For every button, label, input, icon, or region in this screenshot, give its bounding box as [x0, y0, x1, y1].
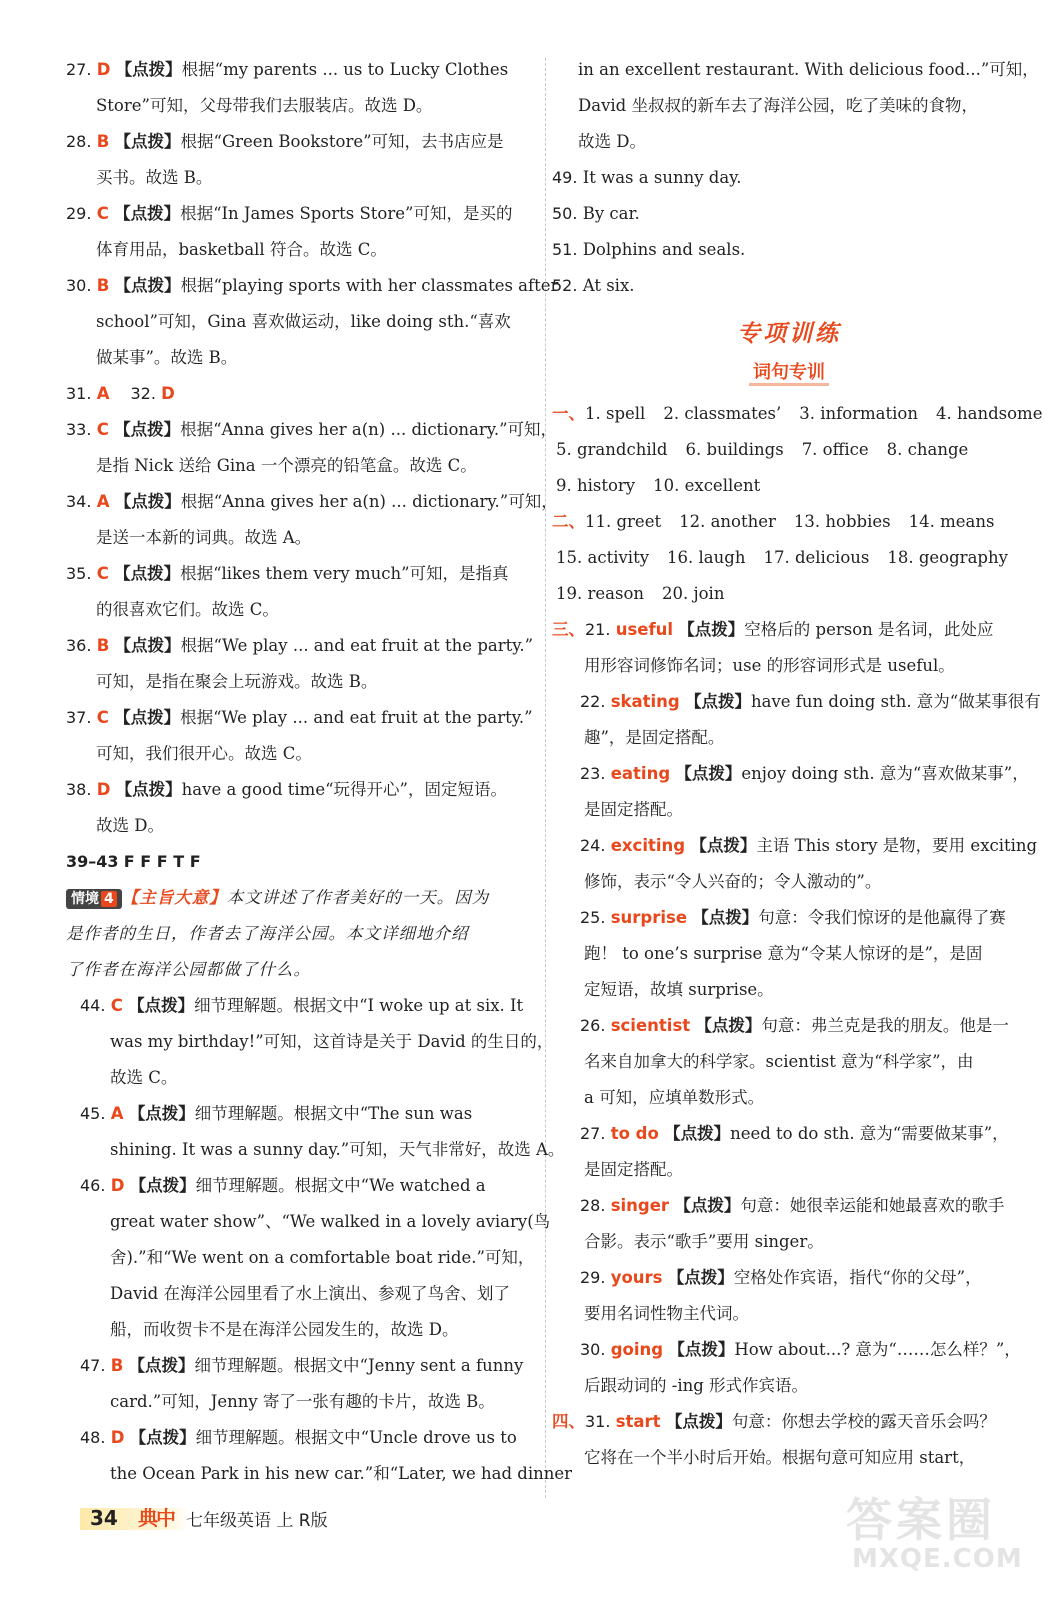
question-number: 30.	[66, 276, 92, 295]
answer-letter: to do	[610, 1124, 659, 1143]
vocab-answer: 7. office	[801, 440, 869, 459]
answer-entry	[66, 376, 540, 412]
question-number: 44.	[80, 996, 106, 1015]
entry-first-line	[552, 828, 1038, 864]
main-idea-text: 了作者在海洋公园都做了什么。	[66, 960, 311, 979]
question-number: 29.	[66, 204, 92, 223]
text-line: David 坐叔叔的新车去了海洋公园，吃了美味的食物，	[578, 96, 978, 115]
explanation-text: 修饰，表示“令人兴奋的；令人激动的”。	[584, 872, 882, 891]
explanation-text: 是固定搭配。	[584, 800, 683, 819]
question-number: 51.	[552, 240, 578, 259]
answer-letter: B	[96, 276, 110, 295]
explanation-text: 根据“Anna gives her a(n) ... dictionary.”可知，	[180, 492, 558, 511]
hint-tag: 【点拨】	[128, 1356, 195, 1375]
explanation-text: Store”可知，父母带我们去服装店。故选 D。	[96, 96, 433, 115]
vocab-row	[552, 468, 1026, 504]
entry-first-line	[66, 628, 540, 664]
hint-tag: 【点拨】	[665, 1412, 732, 1431]
answer-entry	[552, 828, 1038, 900]
question-number: 36.	[66, 636, 92, 655]
question-number: 25.	[580, 908, 606, 927]
section-subheading: 词句专训	[552, 356, 1026, 390]
answer-entry	[66, 196, 540, 268]
answer-letter: D	[110, 1176, 125, 1195]
answer-letter: D	[96, 60, 111, 79]
explanation-text: 根据“my parents ... us to Lucky Clothes	[181, 60, 509, 79]
hint-tag: 【点拨】	[114, 492, 181, 511]
hint-tag: 【点拨】	[114, 276, 181, 295]
hint-tag: 【点拨】	[674, 1196, 741, 1215]
explanation-text: 舍).”和“We went on a comfortable boat ride.”可知，	[110, 1248, 535, 1267]
answer-text: By car.	[582, 204, 640, 223]
entry-first-line	[552, 1116, 1026, 1152]
hint-tag: 【点拨】	[129, 1428, 196, 1447]
tf-answers: F F F T F	[123, 852, 201, 871]
question-number: 28.	[66, 132, 92, 151]
question-number: 26.	[580, 1016, 606, 1035]
vocab-answer: 12. another	[679, 512, 776, 531]
hint-tag: 【点拨】	[114, 420, 181, 439]
vocab-answer: 11. greet	[585, 512, 662, 531]
answer-text: At six.	[582, 276, 635, 295]
entry-first-line	[552, 1404, 1026, 1440]
text-line: in an excellent restaurant. With delicious food...”可知，	[578, 60, 1039, 79]
short-answer-row	[552, 160, 1026, 196]
explanation-text: 空格后的 person 是名词，此处应	[744, 620, 994, 639]
answer-entry	[66, 124, 540, 196]
answer-entry	[66, 700, 540, 772]
hint-tag: 【点拨】	[675, 764, 742, 783]
question-number: 29.	[580, 1268, 606, 1287]
vocab-answer: 10. excellent	[653, 476, 761, 495]
context-badge: 情境 4	[66, 889, 122, 909]
explanation-text: 体育用品，basketball 符合。故选 C。	[96, 240, 387, 259]
entry-first-line	[80, 1348, 540, 1384]
watermark-text: 答案圈	[846, 1493, 996, 1547]
answer-entry	[552, 684, 1041, 756]
vocab-answer: 4. handsome	[936, 404, 1043, 423]
answer-entry	[552, 1188, 1026, 1260]
answer-letter: start	[615, 1412, 661, 1431]
short-answer	[552, 232, 1026, 268]
answer-list-left-2	[80, 988, 573, 1492]
vocab-answer: 6. buildings	[685, 440, 784, 459]
vocab-line	[552, 504, 1026, 540]
vocab-answer: 13. hobbies	[793, 512, 891, 531]
vocab-answer: 15. activity	[556, 548, 650, 567]
explanation-text: need to do sth. 意为“需要做某事”，	[730, 1124, 1009, 1143]
explanation-text: 后跟动词的 -ing 形式作宾语。	[584, 1376, 809, 1395]
explanation-text: David 在海洋公园里看了水上演出、参观了鸟舍、划了	[110, 1284, 510, 1303]
question-number: 49.	[552, 168, 578, 187]
vocab-line	[552, 468, 1026, 504]
tf-answer	[66, 844, 540, 880]
answer-list-right	[552, 612, 1041, 1476]
entry-first-line	[80, 1096, 540, 1132]
answer-letter: B	[110, 1356, 124, 1375]
answer-letter: B	[96, 636, 110, 655]
main-idea-text: 是作者的生日，作者去了海洋公园。本文详细地介绍	[66, 924, 469, 943]
explanation-text: 句意：弗兰克是我的朋友。他是一	[761, 1016, 1009, 1035]
entry-first-line	[66, 268, 559, 304]
hint-tag: 【点拨】	[668, 1340, 735, 1359]
answer-letter: exciting	[610, 836, 686, 855]
hint-tag: 【点拨】	[114, 204, 181, 223]
explanation-text: a 可知，应填单数形式。	[584, 1088, 765, 1107]
section-marker: 二、	[552, 512, 585, 531]
answer-letter: B	[96, 132, 110, 151]
explanation-text: 船，而收贺卡不是在海洋公园发生的，故选 D。	[110, 1320, 459, 1339]
answer-letter: useful	[615, 620, 674, 639]
question-number: 48.	[80, 1428, 106, 1447]
short-answer-row	[552, 268, 1026, 304]
vocab-answers	[552, 396, 1043, 612]
main-idea-text: 本文讲述了作者美好的一天。因为	[226, 888, 490, 907]
answer-letter: D	[96, 780, 111, 799]
entry-first-line	[80, 1420, 540, 1456]
hint-tag: 【点拨】	[129, 1176, 196, 1195]
answer-entry	[80, 1096, 565, 1168]
question-number: 50.	[552, 204, 578, 223]
answer-entry	[552, 1332, 1026, 1404]
answer-entry	[552, 1260, 1026, 1332]
explanation-text: 主语 This story 是物，要用 exciting	[756, 836, 1038, 855]
entry-first-line	[66, 700, 540, 736]
hint-tag: 【点拨】	[690, 836, 757, 855]
entry-first-line	[66, 412, 558, 448]
explanation-text: 句意：令我们惊讶的是他赢得了赛	[758, 908, 1006, 927]
explanation-text: 做某事”。故选 B。	[96, 348, 238, 367]
entry-first-line	[80, 1168, 540, 1204]
answer-entry	[80, 1420, 573, 1492]
answer-letter: A	[110, 1104, 124, 1123]
vocab-answer: 3. information	[799, 404, 918, 423]
answer-entry	[66, 268, 559, 376]
explanation-text: 根据“playing sports with her classmates after	[180, 276, 559, 295]
hint-tag: 【点拨】	[115, 60, 182, 79]
entry-first-line	[552, 612, 1026, 648]
answer-entry	[66, 772, 540, 844]
explanation-text: great water show”、“We walked in a lovely aviary(鸟	[110, 1212, 551, 1231]
answer-letter: C	[96, 204, 109, 223]
question-number: 28.	[580, 1196, 606, 1215]
hint-tag: 【点拨】	[695, 1016, 762, 1035]
answer-letter: C	[96, 708, 109, 727]
answer-entry	[80, 988, 554, 1096]
entry-first-line	[66, 376, 540, 412]
explanation-text: 趣”，是固定搭配。	[584, 728, 725, 747]
explanation-text: 根据“likes them very much”可知，是指真	[180, 564, 509, 583]
answer-letter: going	[610, 1340, 664, 1359]
answer-entry	[552, 1404, 1026, 1476]
context-block	[66, 880, 540, 988]
explanation-text: 是固定搭配。	[584, 1160, 683, 1179]
answer-entry	[552, 1116, 1026, 1188]
hint-tag: 【点拨】	[114, 564, 181, 583]
short-answer	[552, 160, 1026, 196]
entry-first-line	[552, 1260, 1026, 1296]
question-number: 35.	[66, 564, 92, 583]
answer-letter: scientist	[610, 1016, 691, 1035]
explanation-text: 根据“Green Bookstore”可知，去书店应是	[180, 132, 504, 151]
vocab-line	[552, 396, 1043, 432]
explanation-text: How about...? 意为“……怎么样？”，	[734, 1340, 1021, 1359]
question-number: 45.	[80, 1104, 106, 1123]
short-answer	[552, 196, 1026, 232]
entry-first-line	[552, 1332, 1026, 1368]
hint-tag: 【点拨】	[684, 692, 751, 711]
column-divider	[545, 58, 546, 1498]
explanation-text: 根据“In James Sports Store”可知，是买的	[180, 204, 513, 223]
answer-letter: A	[96, 492, 110, 511]
vocab-answer: 8. change	[886, 440, 969, 459]
vocab-row	[552, 396, 1043, 432]
vocab-row	[552, 504, 1026, 540]
vocab-answer: 16. laugh	[667, 548, 746, 567]
explanation-text: 句意：她很幸运能和她最喜欢的歌手	[740, 1196, 1005, 1215]
explanation-text: 的很喜欢它们。故选 C。	[96, 600, 279, 619]
vocab-answer: 18. geography	[887, 548, 1008, 567]
answer-entry	[66, 412, 558, 484]
answer-letter: skating	[610, 692, 680, 711]
explanation-text: 跑！ to one’s surprise 意为“令某人惊讶的是”，是固	[584, 944, 983, 963]
explanation-text: 细节理解题。根据文中“The sun was	[194, 1104, 473, 1123]
vocab-line	[552, 576, 1026, 612]
explanation-text: 细节理解题。根据文中“Jenny sent a funny	[194, 1356, 524, 1375]
vocab-answer: 9. history	[556, 476, 636, 495]
question-number: 31.	[66, 384, 92, 403]
explanation-text: 要用名词性物主代词。	[584, 1304, 749, 1323]
book-title: 七年级英语 上 R版	[186, 1511, 328, 1531]
explanation-text: card.”可知，Jenny 寄了一张有趣的卡片，故选 B。	[110, 1392, 495, 1411]
vocab-answer: 2. classmates’	[663, 404, 782, 423]
section-heading: 专项训练	[737, 321, 841, 347]
explanation-text: 用形容词修饰名词；use 的形容词形式是 useful。	[584, 656, 955, 675]
vocab-answer: 14. means	[908, 512, 995, 531]
answer-entry	[80, 1168, 551, 1348]
explanation-text: 句意：你想去学校的露天音乐会吗？	[731, 1412, 996, 1431]
hint-tag: 【点拨】	[664, 1124, 731, 1143]
question-number: 30.	[580, 1340, 606, 1359]
brand-logo: 典中	[138, 1506, 174, 1530]
answer-entry	[66, 484, 558, 556]
answer-entry	[66, 628, 540, 700]
question-number: 52.	[552, 276, 578, 295]
question-number: 22.	[580, 692, 606, 711]
hint-tag: 【点拨】	[678, 620, 745, 639]
short-answer-row	[552, 196, 1026, 232]
short-answer	[552, 268, 1026, 304]
page-footer	[60, 1496, 580, 1540]
explanation-text: was my birthday!”可知，这首诗是关于 David 的生日的，	[110, 1032, 554, 1051]
entry-first-line	[552, 1008, 1026, 1044]
question-number: 27.	[66, 60, 92, 79]
explanation-text: 买书。故选 B。	[96, 168, 213, 187]
main-idea-label: 【主旨大意】	[121, 888, 227, 907]
vocab-row	[552, 432, 1026, 468]
hint-tag: 【点拨】	[114, 132, 181, 151]
explanation-text: the Ocean Park in his new car.”和“Later, we had dinner	[110, 1464, 573, 1483]
explanation-text: 根据“We play ... and eat fruit at the party.”	[180, 708, 533, 727]
answer-letter: eating	[610, 764, 671, 783]
hint-tag: 【点拨】	[128, 1104, 195, 1123]
watermark	[846, 1480, 1036, 1590]
explanation-text: 定短语，故填 surprise。	[584, 980, 774, 999]
entry-first-line	[66, 484, 558, 520]
question-number: 37.	[66, 708, 92, 727]
explanation-text: 合影。表示“歌手”要用 singer。	[584, 1232, 824, 1251]
explanation-text: 根据“Anna gives her a(n) ... dictionary.”可知，	[180, 420, 558, 439]
question-number: 34.	[66, 492, 92, 511]
vocab-answer: 1. spell	[585, 404, 646, 423]
question-number: 23.	[580, 764, 606, 783]
explanation-text: 可知，是指在聚会上玩游戏。故选 B。	[96, 672, 378, 691]
answer-letter: surprise	[610, 908, 688, 927]
short-answers	[552, 160, 1026, 304]
explanation-text: 是送一本新的词典。故选 A。	[96, 528, 312, 547]
explanation-text: 是指 Nick 送给 Gina 一个漂亮的铅笔盒。故选 C。	[96, 456, 477, 475]
question-number: 47.	[80, 1356, 106, 1375]
answer-letter: C	[96, 420, 109, 439]
explanation-text: 根据“We play ... and eat fruit at the party.”	[180, 636, 534, 655]
answer-letter: A	[96, 384, 110, 403]
vocab-answer: 20. join	[662, 584, 725, 603]
explanation-text: 细节理解题。根据文中“We watched a	[195, 1176, 486, 1195]
section-marker: 三、	[552, 620, 585, 639]
right-column	[552, 52, 1043, 1476]
answer-letter: D	[161, 384, 175, 403]
section-marker: 一、	[552, 404, 585, 423]
section-marker: 四、	[552, 1412, 585, 1431]
watermark-url: MXQE.COM	[852, 1544, 1023, 1574]
entry-first-line	[80, 988, 540, 1024]
hint-tag: 【点拨】	[115, 780, 182, 799]
explanation-text: 可知，我们很开心。故选 C。	[96, 744, 312, 763]
question-number: 31.	[585, 1412, 611, 1431]
vocab-answer: 19. reason	[556, 584, 645, 603]
hint-tag: 【点拨】	[667, 1268, 734, 1287]
vocab-answer: 5. grandchild	[556, 440, 668, 459]
vocab-line	[552, 432, 1026, 468]
explanation-text: 它将在一个半小时后开始。根据句意可知应用 start，	[584, 1448, 976, 1467]
explanation-text: 细节理解题。根据文中“I woke up at six. It	[194, 996, 524, 1015]
answer-letter: singer	[610, 1196, 670, 1215]
answer-list-left	[66, 52, 559, 844]
hint-tag: 【点拨】	[114, 636, 181, 655]
question-number: 24.	[580, 836, 606, 855]
explanation-text: school”可知，Gina 喜欢做运动，like doing sth.“喜欢	[96, 312, 511, 331]
continued-explanation	[552, 52, 1039, 160]
explanation-text: 空格处作宾语，指代“你的父母”，	[733, 1268, 982, 1287]
explanation-text: 故选 C。	[110, 1068, 178, 1087]
answer-letter: D	[110, 1428, 125, 1447]
explanation-text: 名来自加拿大的科学家。scientist 意为“科学家”，由	[584, 1052, 974, 1071]
answer-entry	[66, 556, 540, 628]
hint-tag: 【点拨】	[114, 708, 181, 727]
answer-entry	[552, 612, 1026, 684]
short-answer-row	[552, 232, 1026, 268]
question-number: 27.	[580, 1124, 606, 1143]
explanation-text: have fun doing sth. 意为“做某事很有	[750, 692, 1041, 711]
question-number: 46.	[80, 1176, 106, 1195]
entry-first-line	[552, 684, 1041, 720]
answer-entry	[80, 1348, 540, 1420]
hint-tag: 【点拨】	[692, 908, 759, 927]
answer-entry	[552, 756, 1029, 828]
explanation-text: have a good time“玩得开心”，固定短语。	[181, 780, 507, 799]
text-line: 故选 D。	[578, 132, 646, 151]
entry-first-line	[66, 772, 540, 808]
answer-text: It was a sunny day.	[582, 168, 742, 187]
question-number: 38.	[66, 780, 92, 799]
question-number: 21.	[585, 620, 611, 639]
entry-first-line	[66, 556, 540, 592]
explanation-text: enjoy doing sth. 意为“喜欢做某事”，	[741, 764, 1029, 783]
answer-letter: C	[110, 996, 123, 1015]
vocab-row	[552, 540, 1026, 576]
answer-entry	[66, 52, 540, 124]
entry-first-line	[66, 124, 540, 160]
page-number: 34	[90, 1506, 118, 1530]
answer-entry	[552, 1008, 1026, 1116]
answer-letter: C	[96, 564, 109, 583]
entry-first-line	[552, 900, 1026, 936]
entry-first-line	[66, 196, 540, 232]
question-number: 33.	[66, 420, 92, 439]
vocab-row	[552, 576, 1026, 612]
answer-entry	[552, 900, 1026, 1008]
vocab-answer: 17. delicious	[763, 548, 870, 567]
hint-tag: 【点拨】	[128, 996, 195, 1015]
entry-first-line	[552, 756, 1029, 792]
answer-letter: yours	[610, 1268, 663, 1287]
question-number: 32.	[130, 384, 156, 403]
vocab-line	[552, 540, 1026, 576]
explanation-text: shining. It was a sunny day.”可知，天气非常好，故选 A。	[110, 1140, 565, 1159]
question-number: 39–43	[66, 852, 119, 871]
entry-first-line	[66, 52, 540, 88]
entry-first-line	[552, 1188, 1026, 1224]
explanation-text: 细节理解题。根据文中“Uncle drove us to	[195, 1428, 517, 1447]
explanation-text: 故选 D。	[96, 816, 164, 835]
answer-text: Dolphins and seals.	[582, 240, 746, 259]
